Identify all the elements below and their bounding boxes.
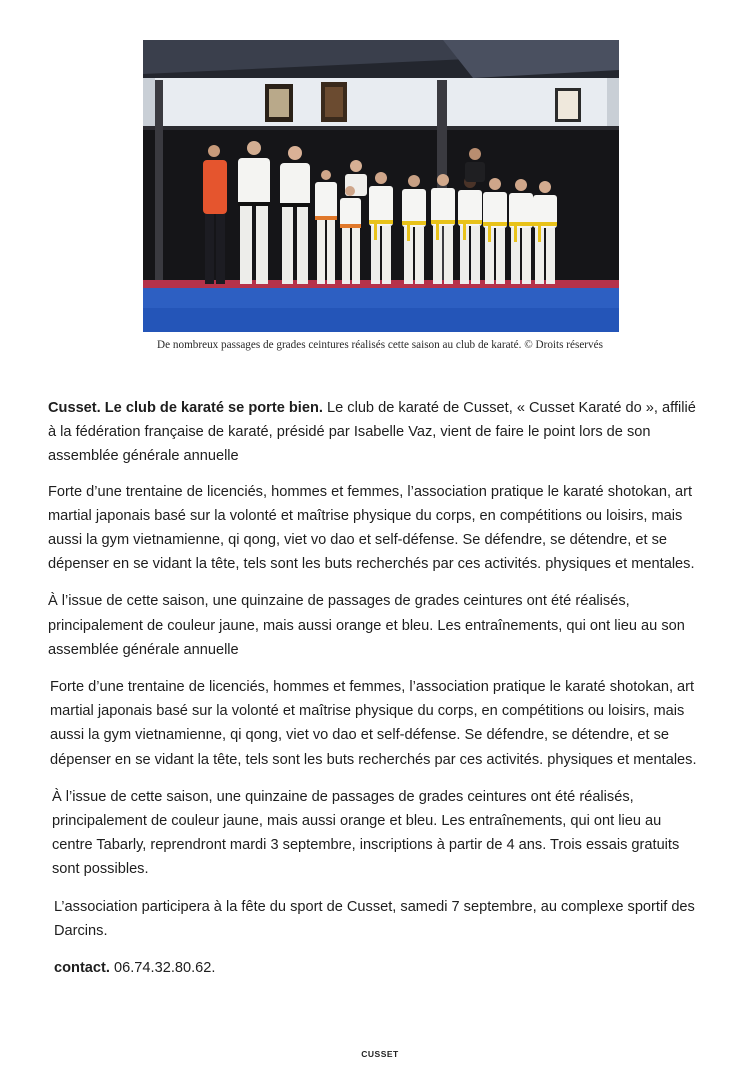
section-footer: CUSSET xyxy=(361,1049,399,1059)
article-headline: Cusset. Le club de karaté se porte bien. xyxy=(48,400,323,416)
article-lead xyxy=(48,396,703,469)
article-photo xyxy=(143,40,619,332)
paragraph: À l’issue de cette saison, une quinzaine de passages de grades ceintures ont été réalisés, principalement de couleur jaune, mais aussi orange et bleu. Les entraînements, qui ont lieu au centre Tabarly, reprendront mardi 3 septembre, inscriptions à partir de 4 ans. Trois essais gratuits sont possibles. xyxy=(52,788,680,878)
contact-phone: 06.74.32.80.62. xyxy=(109,960,216,977)
paragraph: Forte d’une trentaine de licenciés, hommes et femmes, l’association pratique le karaté shotokan, art martial japonais basé sur la volonté et maîtrise physique du corps, en compétitions ou loisirs, mais aussi la gym vietnamienne, qi qong, viet vo dao et self-défense. Se défendre, se détendre, et se dépenser en se vidant la tête, tels sont les buts recherchés par ces activités. physiques et mentales. xyxy=(48,483,695,573)
paragraph: L’association participera à la fête du sport de Cusset, samedi 7 septembre, au complexe sportif des Darcins. xyxy=(54,898,695,939)
article-body xyxy=(48,396,703,993)
contact-label: contact. xyxy=(54,960,110,977)
contact-line xyxy=(48,956,703,980)
photo-caption: De nombreux passages de grades ceintures réalisés cette saison au club de karaté. © Droits réservés xyxy=(157,339,603,351)
article-intro: Le club de karaté de Cusset, « Cusset Karaté do », affilié à la fédération française de karaté, présidé par Isabelle Vaz, vient de faire le point lors de son assemblée générale annuelle xyxy=(48,400,696,465)
paragraph: À l’issue de cette saison, une quinzaine de passages de grades ceintures ont été réalisés, principalement de couleur jaune, mais aussi orange et bleu. Les entraînements, qui ont lieu au son assemblée générale annuelle xyxy=(48,593,685,658)
paragraph: Forte d’une trentaine de licenciés, hommes et femmes, l’association pratique le karaté shotokan, art martial japonais basé sur la volonté et maîtrise physique du corps, en compétitions ou loisirs, mais aussi la gym vietnamienne, qi qong, viet vo dao et self-défense. Se défendre, se détendre, et se dépenser en se vidant la tête, tels sont les buts recherchés par ces activités. physiques et mentales. xyxy=(50,679,697,768)
